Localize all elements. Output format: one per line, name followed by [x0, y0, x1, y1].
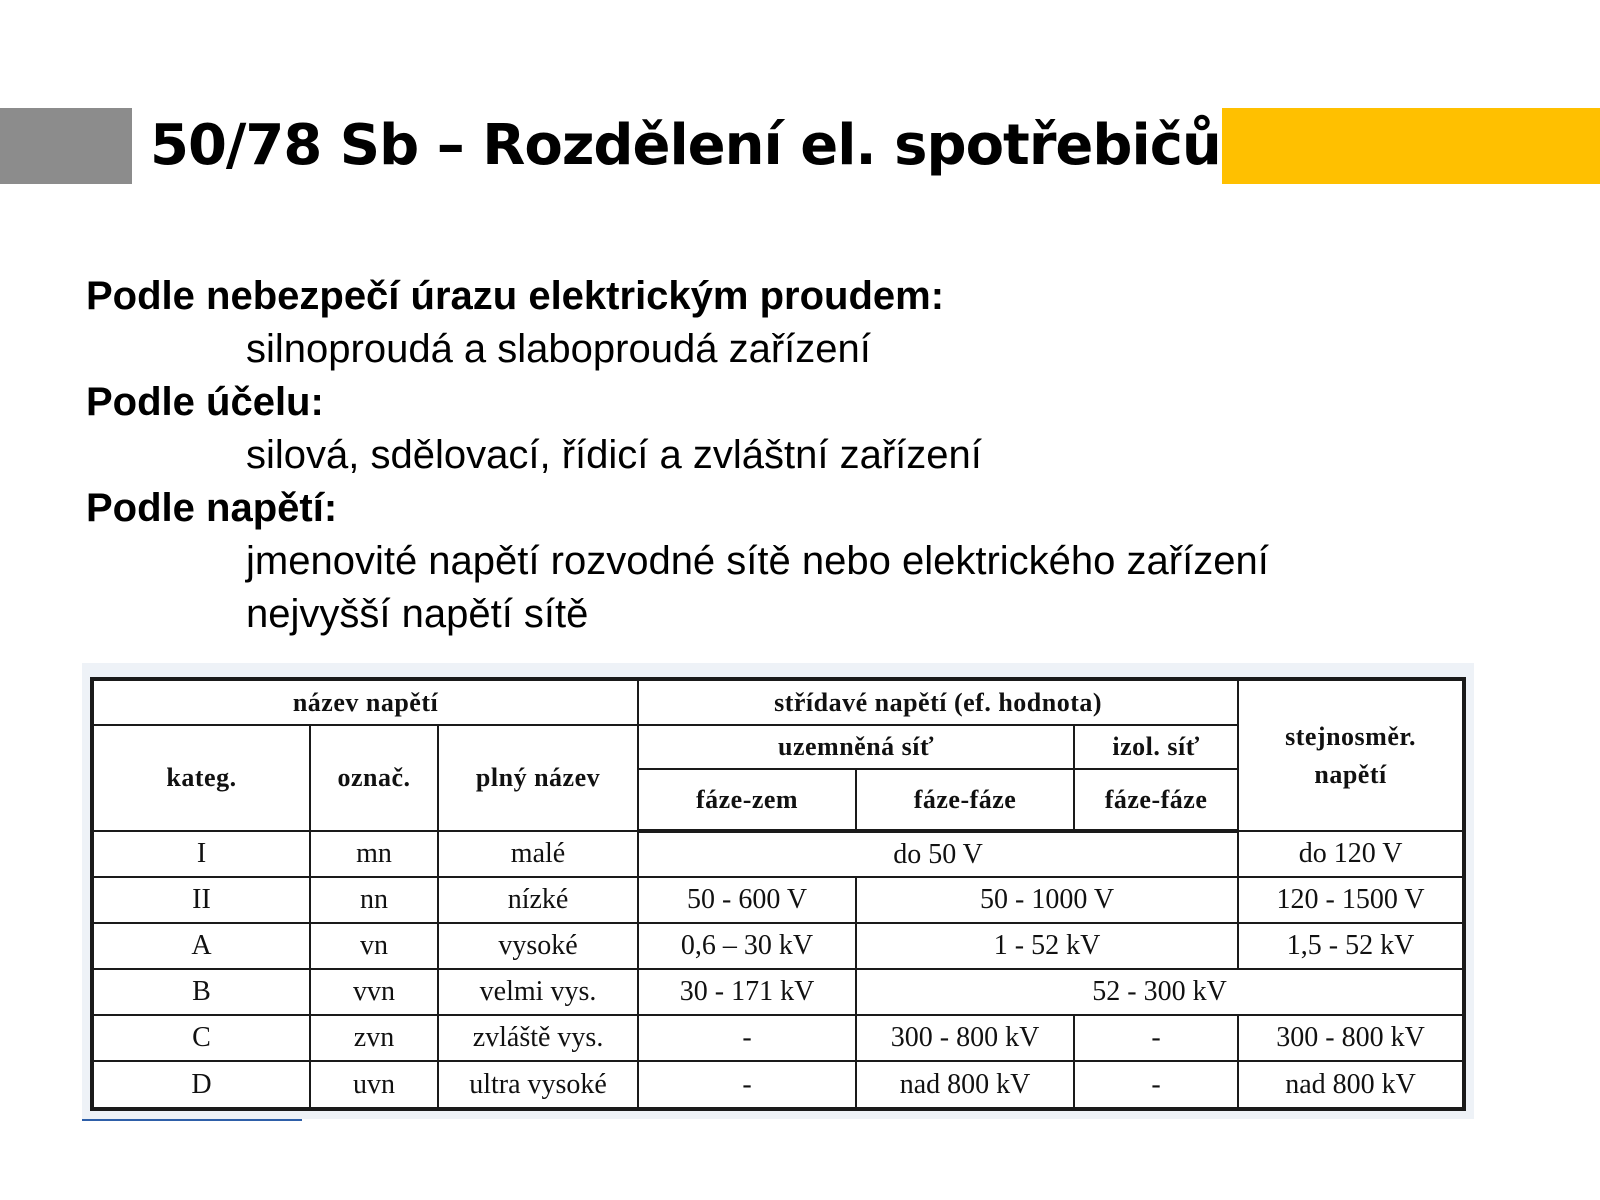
- table-row: [92, 831, 1464, 877]
- voltage-category-table: [90, 677, 1466, 1111]
- cell-phase-ground: 30 - 171 kV: [638, 969, 856, 1015]
- cell-category: B: [92, 969, 310, 1015]
- header-ac-voltage: střídavé napětí (ef. hodnota): [638, 679, 1238, 725]
- cell-designation: vvn: [310, 969, 438, 1015]
- cell-category: I: [92, 831, 310, 877]
- cell-full-name: malé: [438, 831, 638, 877]
- cell-category: C: [92, 1015, 310, 1061]
- cell-phase-phase: 50 - 1000 V: [856, 877, 1238, 923]
- header-dc-voltage-text: stejnosměr. napětí: [1285, 721, 1417, 789]
- section-item: silová, sdělovací, řídicí a zvláštní zařízení: [246, 433, 982, 477]
- header-full-name: plný název: [438, 725, 638, 831]
- cell-phase-phase-isolated: -: [1074, 1061, 1238, 1109]
- cell-category: II: [92, 877, 310, 923]
- cell-full-name: vysoké: [438, 923, 638, 969]
- section-item: jmenovité napětí rozvodné sítě nebo elektrického zařízení: [246, 539, 1269, 583]
- cell-phase-phase-isolated: -: [1074, 1015, 1238, 1061]
- header-phase-phase-isolated: fáze-fáze: [1074, 769, 1238, 831]
- header-designation: označ.: [310, 725, 438, 831]
- table-row: [92, 877, 1464, 923]
- cell-dc-voltage: 1,5 - 52 kV: [1238, 923, 1464, 969]
- cell-phase-phase: nad 800 kV: [856, 1061, 1074, 1109]
- cell-category: D: [92, 1061, 310, 1109]
- table-row: [92, 969, 1464, 1015]
- title-accent-bar-left: [0, 108, 132, 184]
- section-item: nejvyšší napětí sítě: [246, 592, 589, 636]
- header-dc-voltage: [1238, 679, 1464, 831]
- cell-category: A: [92, 923, 310, 969]
- cell-full-name: nízké: [438, 877, 638, 923]
- slide-body: [86, 270, 1536, 641]
- cell-phase-phase: 1 - 52 kV: [856, 923, 1238, 969]
- header-phase-ground: fáze-zem: [638, 769, 856, 831]
- cell-phase-ground: 50 - 600 V: [638, 877, 856, 923]
- cell-dc-voltage: do 120 V: [1238, 831, 1464, 877]
- table-row: [92, 1061, 1464, 1109]
- section-item: silnoproudá a slaboproudá zařízení: [246, 327, 871, 371]
- cell-full-name: ultra vysoké: [438, 1061, 638, 1109]
- cell-phase-ground: 0,6 – 30 kV: [638, 923, 856, 969]
- slide-title: 50/78 Sb – Rozdělení el. spotřebičů: [150, 113, 1221, 178]
- cell-dc-voltage: 300 - 800 kV: [1238, 1015, 1464, 1061]
- cell-full-name: zvláště vys.: [438, 1015, 638, 1061]
- cell-designation: vn: [310, 923, 438, 969]
- header-phase-phase: fáze-fáze: [856, 769, 1074, 831]
- table-underline-decoration: [82, 1119, 302, 1121]
- cell-dc-voltage: 120 - 1500 V: [1238, 877, 1464, 923]
- cell-phase-ground: -: [638, 1015, 856, 1061]
- voltage-table-image: [82, 663, 1474, 1119]
- cell-full-name: velmi vys.: [438, 969, 638, 1015]
- cell-designation: uvn: [310, 1061, 438, 1109]
- cell-designation: nn: [310, 877, 438, 923]
- cell-designation: mn: [310, 831, 438, 877]
- header-isolated-network: izol. síť: [1074, 725, 1238, 769]
- title-accent-bar-right: [1222, 108, 1600, 184]
- header-voltage-name: název napětí: [92, 679, 638, 725]
- section-heading-voltage: Podle napětí:: [86, 486, 338, 530]
- cell-phase-ground: -: [638, 1061, 856, 1109]
- cell-high-voltage-span: 52 - 300 kV: [856, 969, 1464, 1015]
- section-heading-injury: Podle nebezpečí úrazu elektrickým proudem:: [86, 274, 945, 318]
- header-category: kateg.: [92, 725, 310, 831]
- cell-ac-voltage: do 50 V: [638, 831, 1238, 877]
- section-heading-purpose: Podle účelu:: [86, 380, 324, 424]
- table-row: [92, 923, 1464, 969]
- cell-phase-phase: 300 - 800 kV: [856, 1015, 1074, 1061]
- cell-dc-voltage: nad 800 kV: [1238, 1061, 1464, 1109]
- table-row: [92, 1015, 1464, 1061]
- header-grounded-network: uzemněná síť: [638, 725, 1074, 769]
- cell-designation: zvn: [310, 1015, 438, 1061]
